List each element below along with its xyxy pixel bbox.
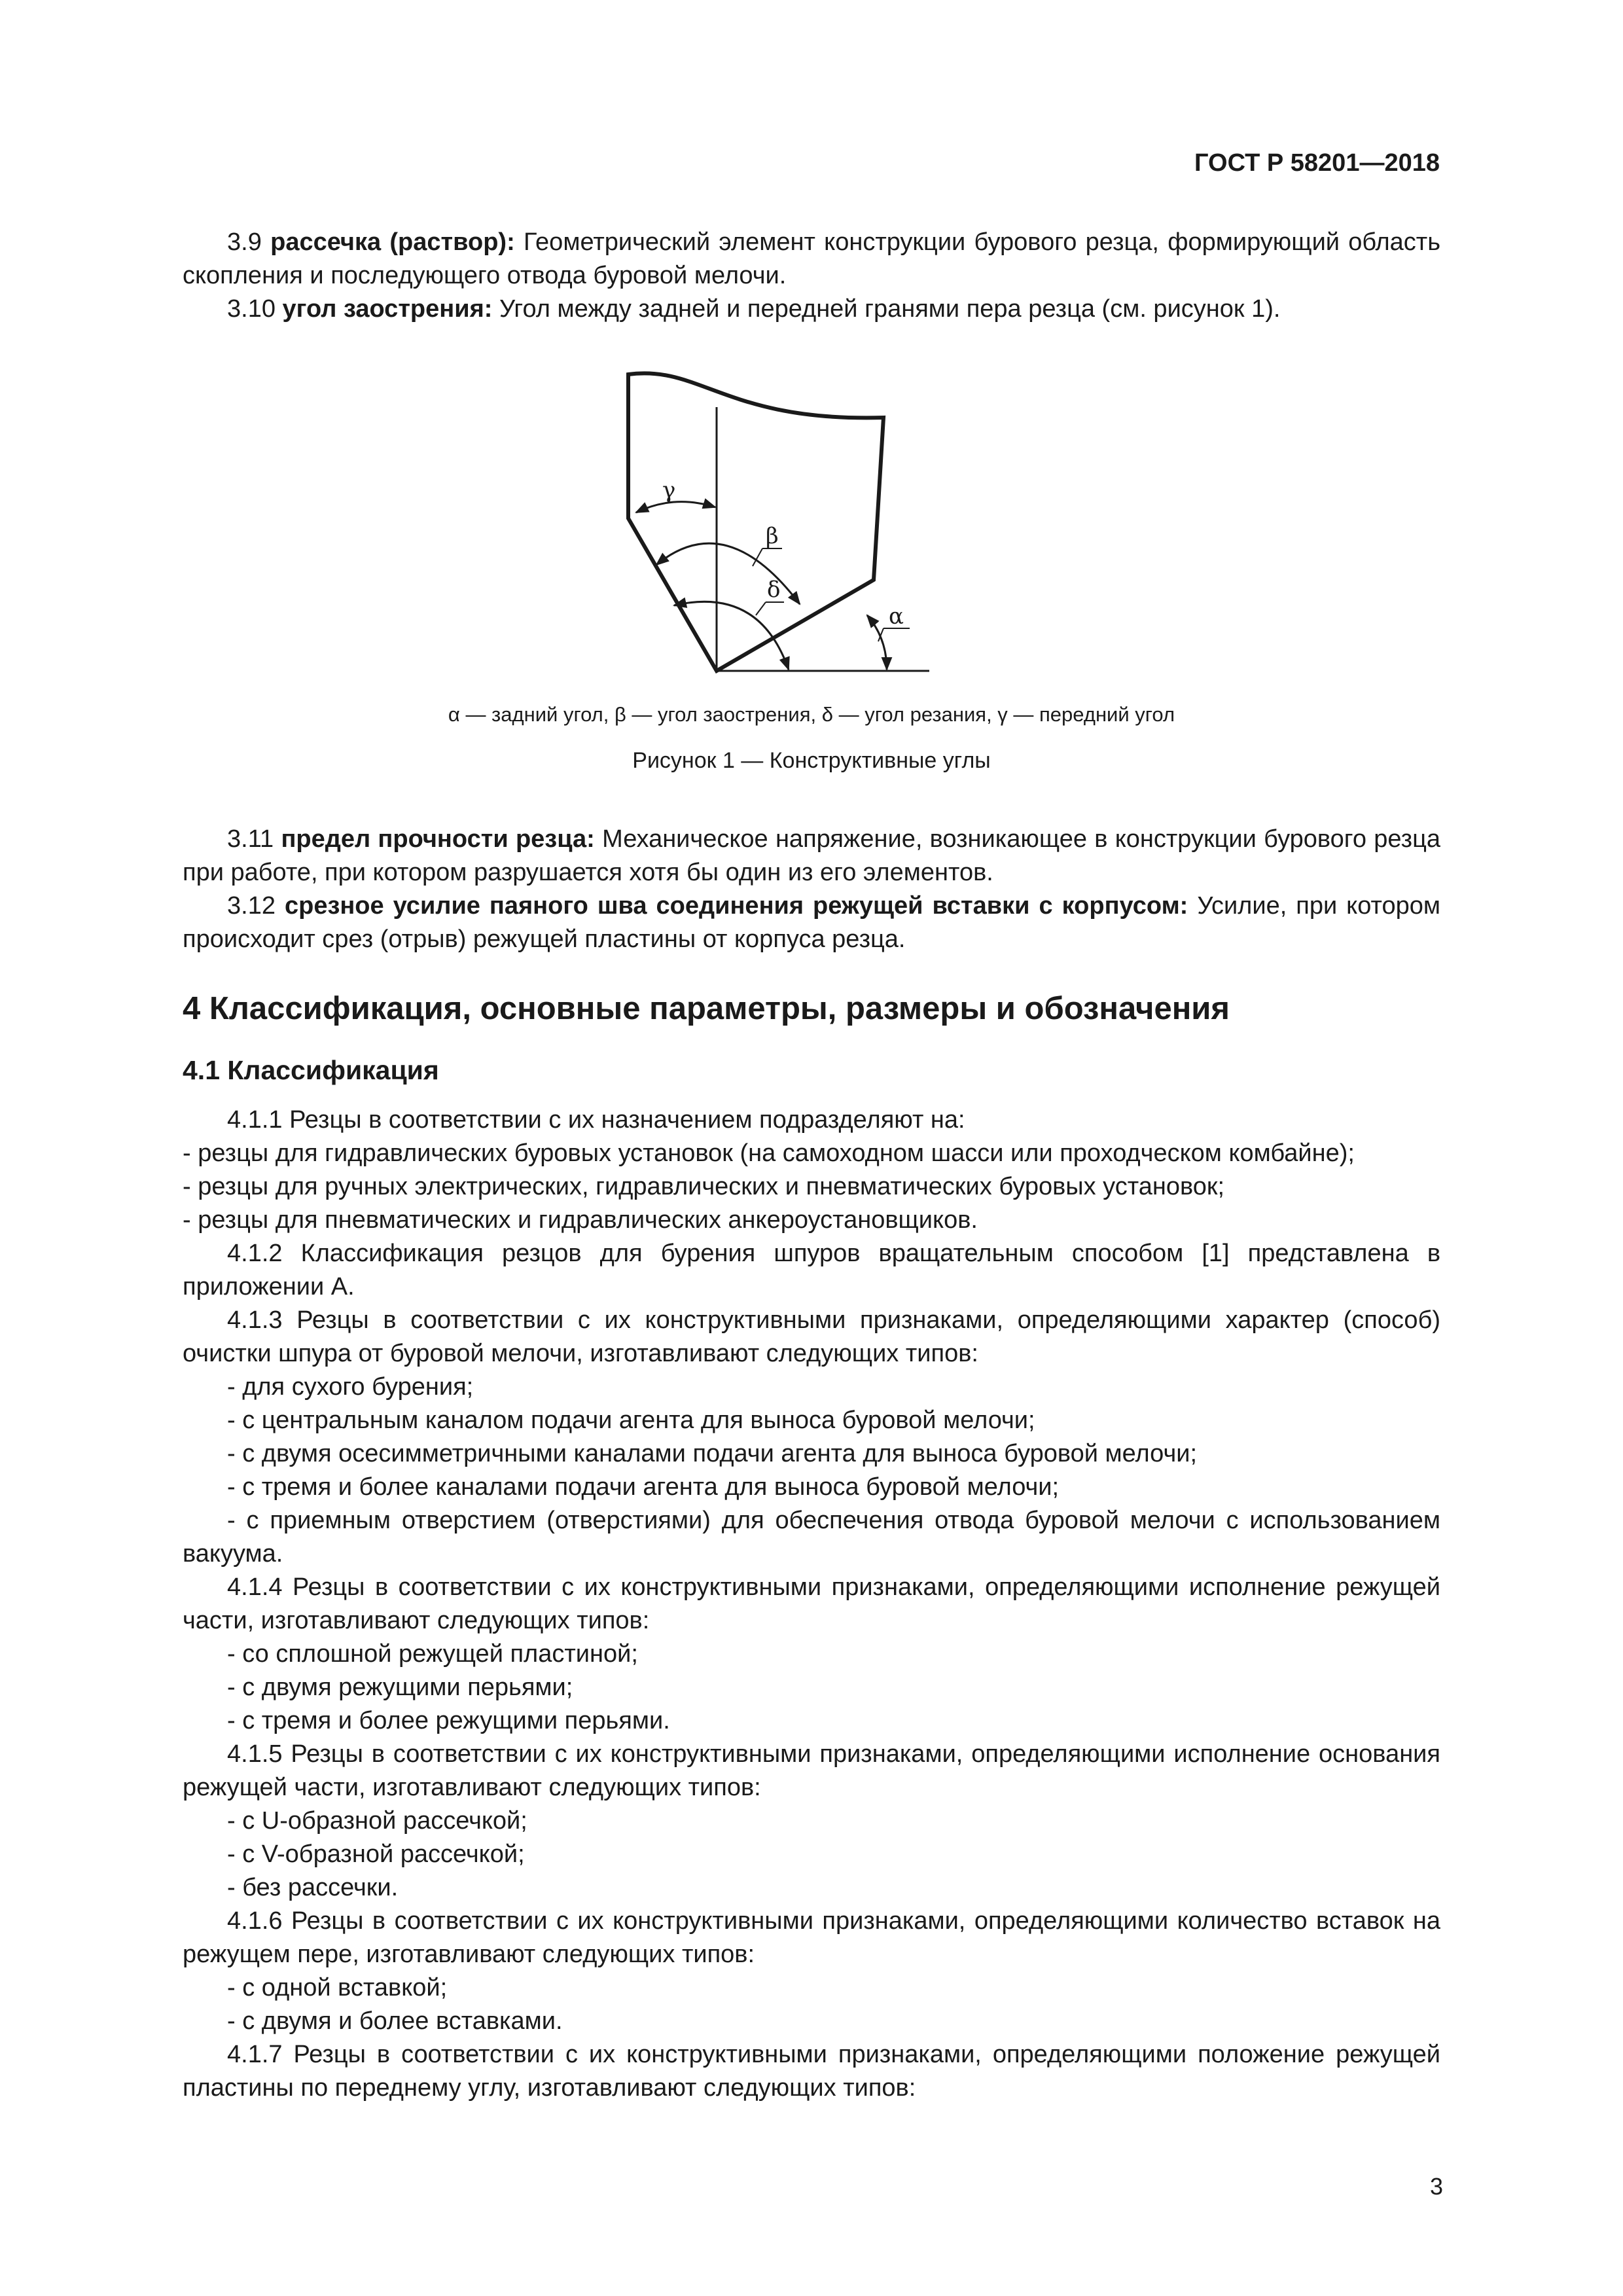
delta-arc xyxy=(674,601,789,670)
alpha-arc xyxy=(867,615,887,670)
paragraph-4-1-3: 4.1.3 Резцы в соответствии с их конструктивными признаками, определяющими характер (способ) очистки шпура от буровой мелочи, изготавливают следующих типов: xyxy=(183,1306,1440,1367)
paragraph-4-1-6: 4.1.6 Резцы в соответствии с их конструктивными признаками, определяющими количество вставок на режущем пере, изготавливают следующих типов: xyxy=(183,1907,1440,1968)
section3-top xyxy=(183,226,1440,326)
figure-1-cutter-angles xyxy=(622,370,949,687)
paragraph-4-1-2: 4.1.2 Классификация резцов для бурения шпуров вращательным способом [1] представлена в приложении А. xyxy=(183,1240,1440,1300)
list-item: - с приемным отверстием (отверстиями) для обеспечения отвода буровой мелочи с использованием вакуума. xyxy=(183,1507,1440,1568)
section-4-1-heading: 4.1 Классификация xyxy=(183,1055,439,1085)
list-item: - резцы для ручных электрических, гидравлических и пневматических буровых установок; xyxy=(183,1173,1225,1200)
list-item: - с одной вставкой; xyxy=(227,1974,448,2001)
paragraph-3-12: 3.12 срезное усилие паяного шва соединения режущей вставки с корпусом: Усилие, при котором происходит срез (отрыв) режущей пластины от корпуса резца. xyxy=(183,892,1441,953)
list-item: - с двумя режущими перьями; xyxy=(227,1674,573,1701)
page-number: 3 xyxy=(1429,2173,1443,2200)
list-item: - с V-образной рассечкой; xyxy=(227,1840,525,1868)
list-item: - с двумя осесимметричными каналами подачи агента для выноса буровой мелочи; xyxy=(227,1440,1198,1467)
paragraph-4-1-1: 4.1.1 Резцы в соответствии с их назначением подразделяют на: xyxy=(227,1106,965,1134)
paragraph-3-10: 3.10 угол заострения: Угол между задней и передней гранями пера резца (см. рисунок 1). xyxy=(227,295,1281,323)
figure-legend: α — задний угол, β — угол заострения, δ — угол резания, γ — передний угол xyxy=(448,703,1175,726)
section-4-heading: 4 Классификация, основные параметры, размеры и обозначения xyxy=(183,991,1230,1026)
cutter-body-outline xyxy=(628,373,883,671)
gamma-label: γ xyxy=(662,477,676,503)
section3-bottom xyxy=(183,823,1440,956)
standard-id: ГОСТ Р 58201—2018 xyxy=(1194,149,1440,177)
paragraph-3-11: 3.11 предел прочности резца: Механическое напряжение, возникающее в конструкции бурового резца при работе, при котором разрушается хотя бы один из его элементов. xyxy=(183,825,1441,886)
section4-body xyxy=(183,1103,1440,2105)
list-item: - резцы для гидравлических буровых установок (на самоходном шасси или проходческом комбайне); xyxy=(183,1139,1355,1167)
term-predel-prochnosti: предел прочности резца: xyxy=(281,825,595,853)
list-item: - без рассечки. xyxy=(227,1874,399,1901)
paragraph-3-9: 3.9 рассечка (раствор): Геометрический элемент конструкции бурового резца, формирующий область скопления и последующего отвода буровой мелочи. xyxy=(183,228,1440,289)
beta-label: β xyxy=(766,523,779,549)
list-item: - для сухого бурения; xyxy=(227,1373,474,1401)
delta-leader-diag xyxy=(756,602,766,615)
gamma-arc xyxy=(636,502,715,512)
delta-label: δ xyxy=(767,577,781,603)
list-item: - с центральным каналом подачи агента для выноса буровой мелочи; xyxy=(227,1407,1035,1434)
list-item: - со сплошной режущей пластиной; xyxy=(227,1640,638,1668)
list-item: - с тремя и более режущими перьями. xyxy=(227,1707,670,1734)
paragraph-4-1-5: 4.1.5 Резцы в соответствии с их конструктивными признаками, определяющими исполнение основания режущей части, изготавливают следующих типов: xyxy=(183,1740,1440,1801)
list-item: - с U-образной рассечкой; xyxy=(227,1807,527,1835)
paragraph-4-1-4: 4.1.4 Резцы в соответствии с их конструктивными признаками, определяющими исполнение режущей части, изготавливают следующих типов: xyxy=(183,1573,1440,1634)
term-sreznoe-usilie: срезное усилие паяного шва соединения режущей вставки с корпусом: xyxy=(284,892,1188,920)
alpha-label: α xyxy=(889,603,904,630)
list-item: - с тремя и более каналами подачи агента для выноса буровой мелочи; xyxy=(227,1473,1060,1501)
term-ugol-zaostreniya: угол заострения: xyxy=(282,295,493,323)
figure-caption: Рисунок 1 — Конструктивные углы xyxy=(632,748,991,773)
list-item: - резцы для пневматических и гидравлических анкероустановщиков. xyxy=(183,1206,978,1234)
term-rassechka: рассечка (раствор): xyxy=(270,228,515,256)
list-item: - с двумя и более вставками. xyxy=(227,2007,563,2035)
paragraph-4-1-7: 4.1.7 Резцы в соответствии с их конструктивными признаками, определяющими положение режущей пластины по переднему углу, изготавливают следующих типов: xyxy=(183,2041,1440,2102)
